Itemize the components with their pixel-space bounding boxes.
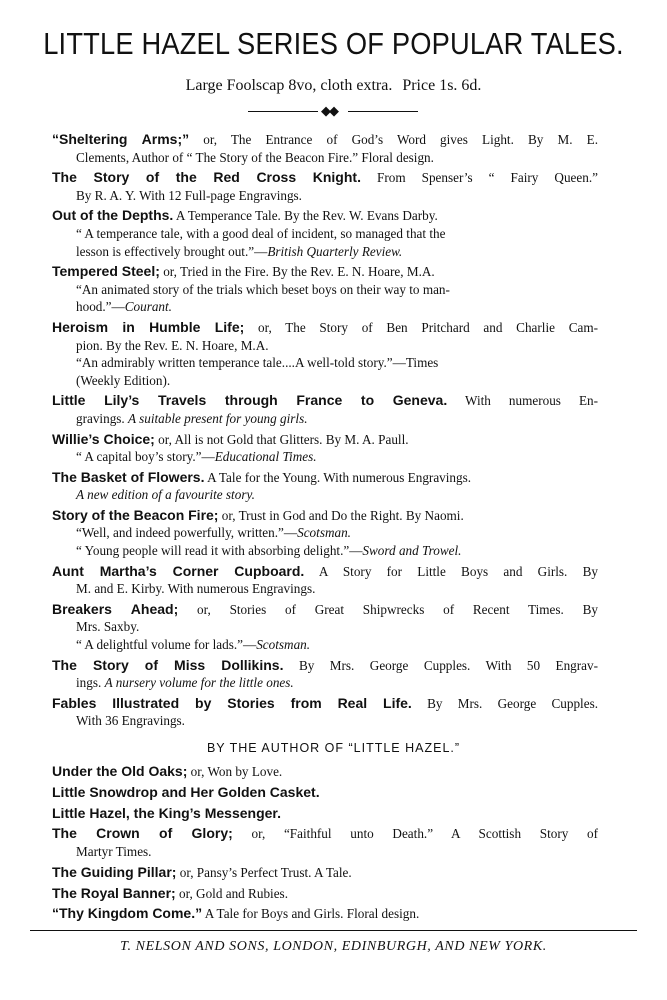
book-description-text: Mrs. Saxby.	[76, 619, 140, 635]
book-description: A Tale for Boys and Girls. Floral design.	[204, 906, 420, 922]
book-description-text: gravings.	[76, 410, 125, 426]
book-description: A Temperance Tale. By the Rev. W. Evans Darby.	[175, 208, 438, 224]
review-line	[52, 281, 598, 299]
review-text: hood.”—	[76, 299, 125, 315]
book-description-continued	[52, 580, 598, 598]
book-title: Aunt Martha’s Corner Cupboard.	[52, 562, 305, 579]
book-description-text: ings.	[76, 675, 102, 691]
author-book-entry	[52, 763, 598, 781]
review-text: “Well, and indeed powerfully, written.”—	[76, 525, 298, 541]
book-title: Willie’s Choice;	[52, 430, 155, 447]
book-description-text: M. and E. Kirby. With numerous Engravings.	[76, 581, 316, 597]
entry-first-line	[52, 263, 598, 281]
review-source: Courant.	[124, 299, 172, 315]
book-entry	[52, 507, 598, 560]
book-description: or, Trust in God and Do the Right. By Naomi.	[221, 507, 464, 523]
book-entry	[52, 695, 598, 730]
book-title: “Thy Kingdom Come.”	[52, 905, 203, 922]
review-line	[52, 372, 598, 390]
book-title: “Sheltering Arms;”	[52, 131, 190, 147]
review-line	[52, 225, 598, 243]
book-entry	[52, 169, 598, 204]
book-description: or, The Story of Ben Pritchard and Charlie Cam-	[257, 319, 598, 335]
review-line	[52, 243, 598, 261]
book-description: or, Won by Love.	[190, 764, 283, 779]
book-entry	[52, 601, 598, 654]
book-description-continued	[52, 618, 598, 636]
review-text: “ Young people will read it with absorbing delight.”—	[76, 543, 363, 559]
book-entry	[52, 657, 598, 692]
author-book-entry	[52, 825, 598, 860]
book-description: By Mrs. George Cupples. With 50 Engrav-	[298, 657, 598, 673]
review-text: “An admirably written temperance tale....A well-told story.”—Times	[76, 355, 439, 371]
book-title: Fables Illustrated by Stories from Real Life.	[52, 694, 412, 711]
review-source: Sword and Trowel.	[362, 543, 462, 559]
review-source: Educational Times.	[214, 449, 317, 465]
author-book-entry	[52, 885, 598, 903]
book-description: With numerous En-	[465, 393, 599, 409]
book-description-text: pion. By the Rev. E. N. Hoare, M.A.	[76, 337, 269, 353]
review-line	[52, 636, 598, 654]
entry-first-line	[52, 131, 598, 149]
book-title: The Story of Miss Dollikins.	[52, 656, 284, 673]
entry-first-line	[52, 207, 598, 225]
book-title: Story of the Beacon Fire;	[52, 506, 219, 523]
author-book-entry	[52, 864, 598, 882]
review-line	[52, 542, 598, 560]
entry-first-line	[52, 319, 598, 337]
review-text: “ A temperance tale, with a good deal of incident, so managed that the	[76, 225, 446, 241]
book-note: A new edition of a favourite story.	[76, 487, 255, 503]
book-description: A Tale for the Young. With numerous Engravings.	[207, 469, 472, 485]
review-line	[52, 354, 598, 372]
entry-first-line	[52, 784, 598, 802]
book-description: or, The Entrance of God’s Word gives Light. By M. E.	[203, 132, 598, 147]
book-description-continued	[52, 187, 598, 205]
book-title: Breakers Ahead;	[52, 600, 179, 617]
book-entry	[52, 469, 598, 504]
book-description-text: Clements, Author of “ The Story of the Beacon Fire.” Floral design.	[76, 149, 434, 165]
book-entry	[52, 319, 598, 389]
book-description: or, Gold and Rubies.	[179, 885, 288, 901]
review-text: (Weekly Edition).	[76, 372, 171, 388]
author-book-entry	[52, 784, 598, 802]
book-title: Heroism in Humble Life;	[52, 318, 245, 335]
book-description-continued	[52, 337, 598, 355]
book-entry	[52, 431, 598, 466]
book-description: From Spenser’s “ Fairy Queen.”	[377, 170, 598, 186]
entry-first-line	[52, 392, 598, 410]
publisher-imprint: T. NELSON AND SONS, LONDON, EDINBURGH, AND NEW YORK.	[120, 939, 547, 954]
review-line	[52, 524, 598, 542]
book-title: Little Lily’s Travels through France to Geneva.	[52, 392, 448, 409]
author-book-entry	[52, 805, 598, 823]
review-source: Scotsman.	[256, 637, 311, 653]
review-text: lesson is effectively brought out.”—	[76, 243, 268, 259]
author-book-list	[52, 763, 598, 926]
review-line	[52, 448, 598, 466]
book-description-text: By R. A. Y. With 12 Full-page Engravings.	[76, 187, 302, 203]
book-title: The Story of the Red Cross Knight.	[52, 169, 361, 186]
book-title: Tempered Steel;	[52, 263, 160, 280]
review-text: “An animated story of the trials which beset boys on their way to man-	[76, 281, 450, 297]
book-entry	[52, 563, 598, 598]
book-description: or, Tried in the Fire. By the Rev. E. N. Hoare, M.A.	[163, 264, 435, 280]
author-book-entry	[52, 905, 598, 923]
entry-first-line	[52, 601, 598, 619]
book-title: Little Snowdrop and Her Golden Casket.	[52, 783, 320, 800]
entry-first-line	[52, 431, 598, 449]
book-description-continued	[52, 149, 598, 167]
entry-first-line	[52, 695, 598, 713]
book-description-continued: Martyr Times.	[76, 843, 152, 859]
book-entry	[52, 392, 598, 427]
ornament-divider	[248, 103, 418, 118]
series-title: LITTLE HAZEL SERIES OF POPULAR TALES.	[43, 26, 624, 61]
book-title: Under the Old Oaks;	[52, 763, 188, 779]
book-title: Little Hazel, the King’s Messenger.	[52, 804, 281, 821]
book-title: The Basket of Flowers.	[52, 468, 205, 485]
book-description-continued	[52, 712, 598, 730]
book-price: Price 1s. 6d.	[402, 77, 482, 94]
footer-rule	[30, 930, 637, 931]
review-line	[52, 298, 598, 316]
book-description-text: With 36 Engravings.	[76, 713, 185, 729]
book-note: A nursery volume for the little ones.	[104, 675, 294, 691]
book-description: or, Stories of Great Shipwrecks of Recent Times. By	[197, 601, 598, 617]
book-entry	[52, 263, 598, 316]
entry-first-line	[52, 905, 598, 923]
review-source: British Quarterly Review.	[267, 243, 403, 259]
book-title: Out of the Depths.	[52, 207, 174, 224]
author-section-heading: BY THE AUTHOR OF “LITTLE HAZEL.”	[206, 741, 461, 755]
book-title: The Guiding Pillar;	[52, 863, 177, 880]
review-text: “ A delightful volume for lads.”—	[76, 637, 257, 653]
entry-first-line	[52, 825, 598, 843]
book-entry	[52, 207, 598, 260]
entry-first-line	[52, 469, 598, 487]
series-subtitle	[0, 76, 667, 96]
entry-first-line	[52, 507, 598, 525]
entry-first-line	[52, 805, 598, 823]
book-description-continued	[52, 410, 598, 428]
entry-first-line	[52, 657, 598, 675]
book-title: The Crown of Glory;	[52, 825, 233, 842]
review-source: Scotsman.	[297, 525, 351, 541]
entry-first-line	[52, 864, 598, 882]
book-note: A suitable present for young girls.	[128, 410, 308, 426]
book-description: By Mrs. George Cupples.	[427, 695, 599, 711]
book-description-continued	[52, 674, 598, 692]
book-description: or, “Faithful unto Death.” A Scottish Story of	[251, 826, 599, 842]
book-title: The Royal Banner;	[52, 884, 176, 901]
entry-first-line	[52, 885, 598, 903]
book-description: or, Pansy’s Perfect Trust. A Tale.	[179, 864, 352, 880]
diamond-ornament-icon: ◆◆	[321, 103, 337, 118]
book-description: or, All is not Gold that Glitters. By M. A. Paull.	[158, 431, 409, 447]
review-text: “ A capital boy’s story.”—	[76, 449, 215, 465]
entry-first-line	[52, 169, 598, 187]
book-description: A Story for Little Boys and Girls. By	[318, 563, 598, 579]
book-entry	[52, 131, 598, 166]
book-format: Large Foolscap 8vo, cloth extra.	[185, 77, 393, 94]
entry-first-line	[52, 763, 598, 781]
book-list	[52, 131, 598, 733]
entry-first-line	[52, 563, 598, 581]
